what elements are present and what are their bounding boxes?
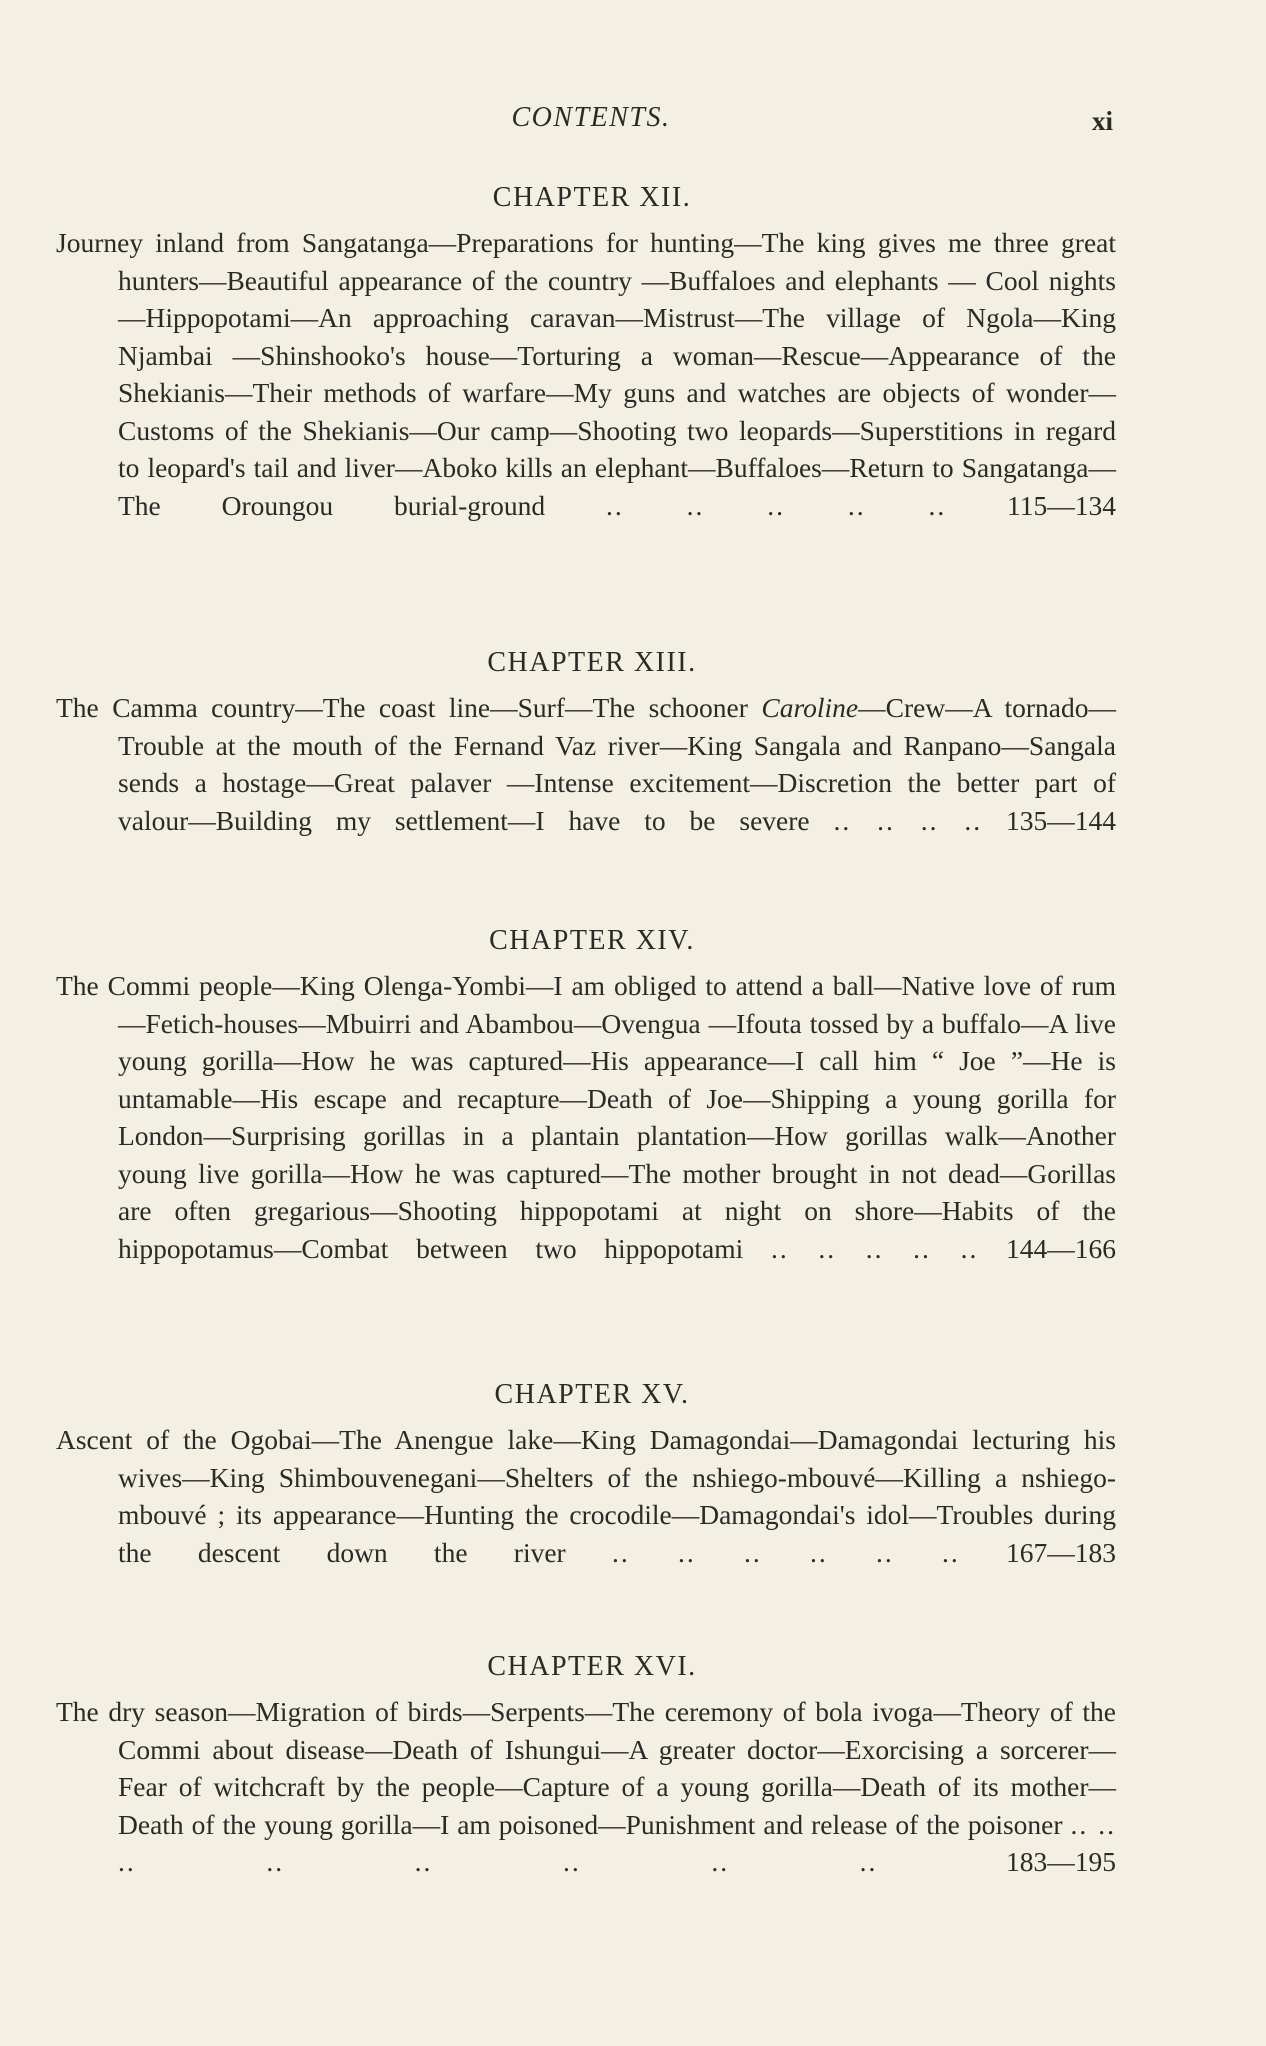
dot-leaders: .. .. .. .. .. — [606, 489, 947, 521]
chapter-entry-xv — [56, 1379, 1116, 1571]
chapter-summary — [56, 967, 1116, 1267]
ship-name: Caroline — [761, 692, 859, 723]
chapter-summary — [56, 1693, 1116, 1881]
summary-text: Ascent of the Ogobai—The Anengue lake—King Damagondai—Damagondai lecturing his wives—King Shimbouvenegani—Shelters of the nshiego-mbouvé—Killing a nshiego-mbouvé ; its appearance—Hunting the crocodile—Damagondai's idol—Troubles during the descent down the river — [56, 1424, 1116, 1568]
summary-text: The dry season—Migration of birds—Serpents—The ceremony of bola ivoga—Theory of the Commi about disease—Death of Ishungui—A greater doctor—Exorcising a sorcerer—Fear of witchcraft by the people—Capture of a young gorilla—Death of its mother—Death of the young gorilla—I am poisoned—Punishment and release of the poisoner — [56, 1696, 1116, 1840]
page-range: 135—144 — [1006, 804, 1117, 836]
chapter-entry-xiii — [56, 647, 1116, 839]
summary-text-part: The Camma country—The coast line—Surf—The schooner — [56, 692, 762, 723]
dot-leaders: .. .. .. .. .. — [770, 1232, 979, 1264]
summary-text: The Commi people—King Olenga-Yombi—I am obliged to attend a ball—Native love of rum—Fetich-houses—Mbuirri and Abambou—Ovengua —Ifouta tossed by a buffalo—A live young gorilla—How he was captured—His appearance—I call him “ Joe ”—He is untamable—His escape and recapture—Death of Joe—Shipping a young gorilla for London—Surprising gorillas in a plantain plantation—How gorillas walk—Another young live gorilla—How he was captured—The mother brought in not dead—Gorillas are often gregarious—Shooting hippopotami at night on shore—Habits of the hippopotamus—Combat between two hippopotami — [56, 970, 1116, 1264]
page-range: 144—166 — [1006, 1232, 1117, 1264]
running-title: CONTENTS. — [511, 102, 671, 133]
dot-leaders: .. .. .. .. .. .. — [611, 1536, 960, 1568]
chapter-summary — [56, 689, 1116, 839]
chapter-summary — [56, 224, 1116, 524]
summary-text-part: —Crew—A tornado—Trouble at the mouth of the Fernand Vaz river—King Sangala and Ranpano—Sangala sends a hostage—Great palaver —Intense excitement—Discretion the better part of valour—Building my settlement—I have to be severe — [118, 692, 1117, 836]
chapter-entry-xii — [56, 182, 1116, 524]
chapter-entry-xiv — [56, 925, 1116, 1267]
chapter-entry-xvi — [56, 1651, 1116, 1881]
page-range: 115—134 — [1007, 489, 1117, 521]
chapter-heading: CHAPTER XV. — [494, 1379, 690, 1410]
page-range: 183—195 — [1006, 1846, 1117, 1877]
chapter-heading: CHAPTER XVI. — [487, 1651, 697, 1682]
chapter-heading: CHAPTER XII. — [492, 182, 692, 213]
chapter-heading: CHAPTER XIV. — [489, 925, 695, 956]
dot-leaders: .. .. .. .. .. .. .. .. — [118, 1808, 1117, 1877]
running-head — [0, 102, 1266, 142]
chapter-heading: CHAPTER XIII. — [487, 647, 697, 678]
page-number: xi — [1092, 106, 1114, 136]
dot-leaders: .. .. .. .. — [833, 804, 983, 836]
summary-text: Journey inland from Sangatanga—Preparations for hunting—The king gives me three great hunters—Beautiful appearance of the country —Buffaloes and elephants — Cool nights—Hippopotami—An approaching caravan—Mistrust—The village of Ngola—King Njambai —Shinshooko's house—Torturing a woman—Rescue—Appearance of the Shekianis—Their methods of warfare—My guns and watches are objects of wonder—Customs of the Shekianis—Our camp—Shooting two leopards—Superstitions in regard to leopard's tail and liver—Aboko kills an elephant—Buffaloes—Return to Sangatanga—The Oroungou burial-ground — [56, 227, 1116, 521]
page-range: 167—183 — [1006, 1536, 1117, 1568]
chapter-summary — [56, 1421, 1116, 1571]
